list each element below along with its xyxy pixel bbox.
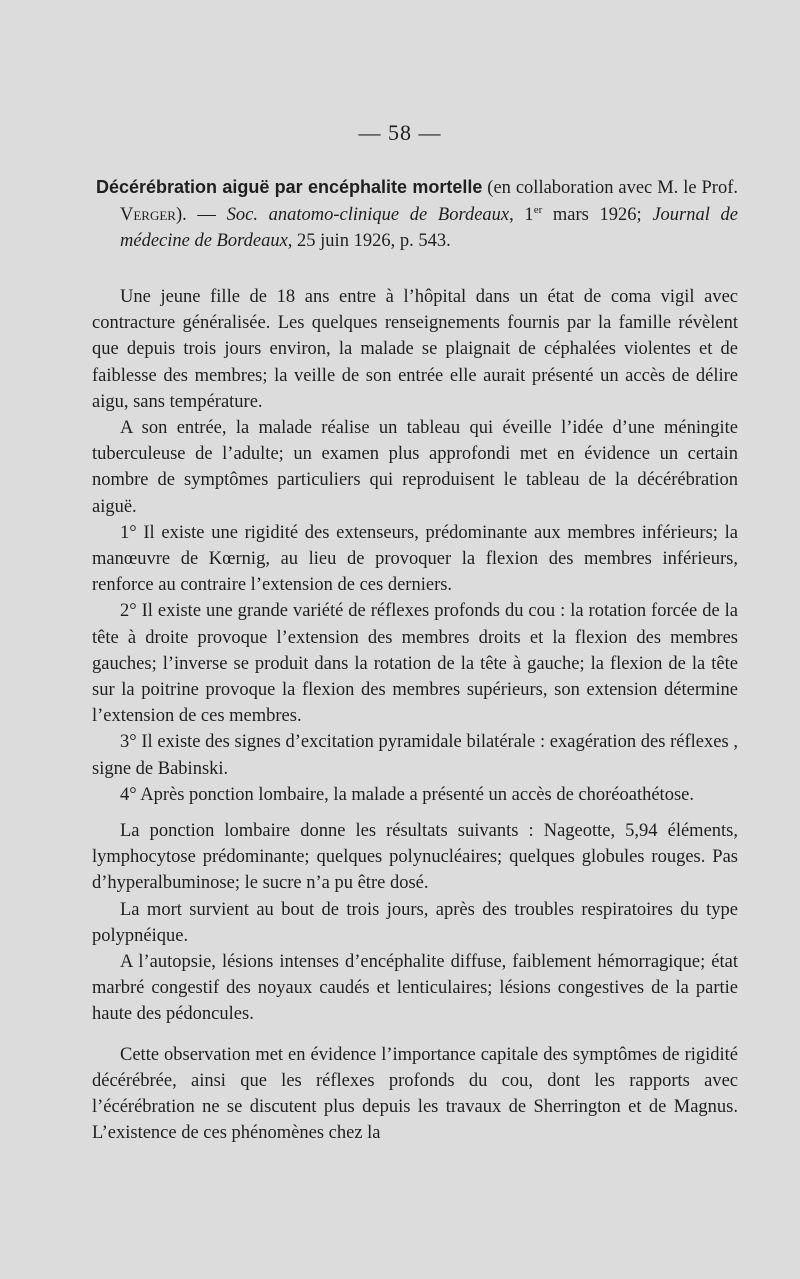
reference-collab-name: Verger [120,204,176,225]
paragraph: Cette observation met en évidence l’importance capitale des symptômes de rigidité décérébrée, ainsi que les réflexes profonds du cou, dont les rapports avec l’écérébration ne se discutent plus depuis les travaux de Sherrington et de Magnus. L’existence de ces phénomènes chez la [92,1044,738,1144]
reference-journal-2: Journal de médecine de Bordeaux [120,204,739,251]
paragraph: A l’autopsie, lésions intenses d’encéphalite diffuse, faiblement hémorragique; état marbré congestif des noyaux caudés et lenticulaires; lésions congestives de la partie haute des pédoncules. [92,952,738,1025]
bibliographic-reference [96,174,738,255]
page-number: — 58 — [358,120,442,145]
reference-title: Décérébration aiguë par encéphalite mortelle [96,177,483,197]
reference-date-1-sup: er [533,203,543,216]
reference-journal-1: Soc. anatomo-clinique de Bordeaux [226,204,510,225]
reference-date-1a: , 1 [509,204,534,225]
paragraph: A son entrée, la malade réalise un tableau qui éveille l’idée d’une méningite tuberculeuse de l’adulte; un examen plus approfondi met en évidence un certain nombre de symptômes particuliers qui reproduisent le tableau de la décérébration aiguë. [92,418,738,517]
paragraph: La mort survient au bout de trois jours, après des troubles respiratoires du type polypnéique. [92,899,738,946]
paragraph: Une jeune fille de 18 ans entre à l’hôpital dans un état de coma vigil avec contracture généralisée. Les quelques renseignements fournis par la famille révèlent que depuis trois jours environ, la malade se plaignait de céphalées violentes et de faiblesse des membres; la veille de son entrée elle aurait présenté un accès de délire aigu, sans température. [92,287,738,412]
body-text [92,284,738,1147]
paragraph: La ponction lombaire donne les résultats suivants : Nageotte, 5,94 éléments, lymphocytose prédominante; quelques polynucléaires; quelques globules rouges. Pas d’hyperalbuminose; le sucre n’a pu être dosé. [92,821,738,894]
reference-line [96,174,738,255]
paragraph: 1° Il existe une rigidité des extenseurs, prédominante aux membres inférieurs; la manœuvre de Kœrnig, au lieu de provoquer la flexion des membres inférieurs, renforce au contraire l’extension de ces derniers. [92,522,738,596]
reference-collab: (en collaboration avec M. le Prof. [482,178,738,198]
paragraph: 3° Il existe des signes d’excitation pyramidale bilatérale : exagération des réflexes , signe de Babinski. [92,732,738,779]
reference-date-1b: mars 1926; [542,204,653,225]
paragraph: 2° Il existe une grande variété de réflexes profonds du cou : la rotation forcée de la tête à droite provoque l’extension des membres droits et la flexion des membres gauches; l’inverse se produit dans la rotation de la tête à gauche; la flexion de la tête sur la poitrine provoque la flexion des membres supérieurs, son extension détermine l’extension de ces membres. [92,601,738,727]
reference-date-2: , 25 juin 1926, p. 543. [287,231,451,251]
reference-collab-end: ). — [175,204,227,225]
paragraph: 4° Après ponction lombaire, la malade a présenté un accès de choréoathétose. [120,784,694,805]
